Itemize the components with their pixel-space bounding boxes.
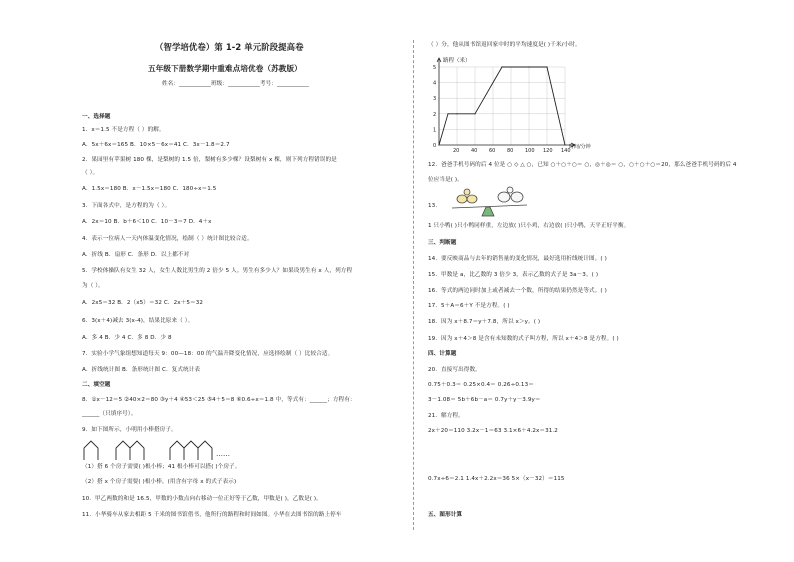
question-3: 3．下面各式中，是方程的为（ ）。 <box>82 203 171 209</box>
q6-options: A．多 4 B．少 4 C．多 8 D．少 8 <box>82 335 172 341</box>
question-12-cont: 位应当是( )。 <box>428 177 463 183</box>
chart-xlabel: 时间/分钟 <box>569 144 591 150</box>
question-5-cont: 为（ ）。 <box>82 283 104 289</box>
question-1: 1．x＝1.5 不是方程（ ）的解。 <box>82 127 165 133</box>
section-geometry: 五、图形计算 <box>428 512 463 518</box>
data-point <box>474 113 475 114</box>
chick-1 <box>457 195 467 203</box>
question-8: 8．①x－12＝5 ②40×2＝80 ③y＋4 ④53＜25 ⑤4＋5＝8 ⑥0.6÷x＝1.8 中，等式有：______；方程有： <box>82 397 356 403</box>
question-8-cont: ______（只填序号）。 <box>82 411 137 417</box>
section-fill: 二、填空题 <box>82 382 111 388</box>
question-20: 20．直接写出得数。 <box>428 367 481 373</box>
data-point <box>501 66 502 67</box>
student-info-line: 姓名：___________班级：___________考号：___________ <box>162 81 309 87</box>
section-calc: 四、计算题 <box>428 351 457 357</box>
question-13-text: 1 只小鸭( )只小鸭同样重，左边放( )只小鸡，右边放( )只小鸭，天平正好平衡。 <box>428 223 630 229</box>
duck-2 <box>511 192 523 202</box>
section-judge: 三、判断题 <box>428 240 457 246</box>
question-9: 9．如下图所示，小明用小棒搭房子。 <box>82 427 177 433</box>
question-6: 6．3(x＋4)减去 3(x-4)，结果比原来（ ）。 <box>82 318 194 324</box>
question-9-part2: （2）搭 x 个房子需要( )根小棒。(用含有字母 x 的式子表示) <box>82 479 237 485</box>
distance-line <box>439 67 565 145</box>
x-tick-label: 60 <box>489 148 496 154</box>
page-subtitle: 五年级下册数学期中重难点培优卷（苏教版） <box>148 64 302 73</box>
y-tick-label: 3 <box>433 96 437 103</box>
chick-2 <box>467 195 477 203</box>
data-point <box>447 113 448 114</box>
question-2-cont: （ ）。 <box>82 170 99 176</box>
question-21: 21．解方程。 <box>428 413 464 419</box>
data-point <box>528 66 529 67</box>
question-12: 12．爸爸手机号码的后 4 位是 ○ ◇ △ ○，已知 ○＋○＋○＝ ○，◎＋◎＝ ○，○＋○＋○＝20，那么爸爸手机号码的后 4 <box>428 162 737 168</box>
q5-options: A．2x5＝32 B．2（x5）＝32 C．2x＋5＝32 <box>82 300 204 306</box>
data-point <box>438 144 439 145</box>
distance-time-chart <box>425 55 595 155</box>
chart-ylabel: 路程（米） <box>443 58 471 64</box>
question-10: 10．甲乙两数的和是 16.5，甲数的小数点向右移动一位正好等于乙数，甲数是( )，乙数是( )。 <box>82 496 322 502</box>
question-17: 17．5＋A＝6＋Y 不是方程。( ) <box>428 303 510 309</box>
q20-row2: 3－1.08＝ 5b＋6b－a＝ 0.7y＋y－3.9y＝ <box>428 397 541 403</box>
houses-ellipsis: …… <box>216 450 230 458</box>
x-tick-label: 20 <box>453 148 460 154</box>
column-divider <box>413 40 414 530</box>
q4-options: A．折线 B．扇形 C．条形 D．以上都不对 <box>82 252 190 258</box>
x-tick-label: 120 <box>543 148 553 154</box>
question-16: 16．等式的两边同时加上或者减去一个数，所得的结果仍然是等式。( ) <box>428 288 607 294</box>
question-7: 7．实验小学气象组想知道每天 9：00—18：00 的气温升降变化情况，应选择绘制（ ）比较合适。 <box>82 351 334 357</box>
question-9-part1: （1）搭 6 个房子需要( )根小棒；41 根小棒可以搭( )个房子。 <box>82 464 241 470</box>
balance-scale-figure <box>442 186 537 220</box>
house-3 <box>170 441 212 460</box>
question-14: 14．要反映商品与去年的销售量的变化情况，最好选用折线统计图。( ) <box>428 256 607 262</box>
chick-head <box>464 189 470 195</box>
question-11-cont: （ ）分，他从图书馆返回家中时的平均速度是( )千米/小时。 <box>428 42 581 48</box>
question-4: 4．表示一位病人一天内体温变化情况，绘制（ ）统计图比较合适。 <box>82 236 253 242</box>
y-tick-label: 1 <box>433 127 437 134</box>
q1-options: A．5x＋6x＝165 B．10×5－6x＝41 C．3x－1.8＝2.7 <box>82 142 230 148</box>
question-18: 18．因为 x＋8.7＝y＋7.8，所以 x＞y。( ) <box>428 319 541 325</box>
x-tick-label: 40 <box>471 148 478 154</box>
section-choice: 一、选择题 <box>82 114 111 120</box>
question-11: 11．小华骑车从家去相距 5 千米的图书馆借书，他所行的路程和时间如图。小华在去图书馆的路上停车 <box>82 512 342 518</box>
x-tick-label: 100 <box>525 148 535 154</box>
house-1 <box>84 441 98 460</box>
x-tick-label: 80 <box>507 148 514 154</box>
q7-options: A．折线统计图 B．条形统计图 C．复式统计表 <box>82 367 201 373</box>
house-2 <box>116 441 144 460</box>
question-15: 15．甲数是 a，比乙数的 3 倍少 3，表示乙数的式子是 3a－3。( ) <box>428 272 599 278</box>
q2-options: A．1.5x＝180 B．x－1.5x＝180 C．180÷x＝1.5 <box>82 186 217 192</box>
y-tick-label: 2 <box>433 111 437 118</box>
question-5: 5．学校体操队有女生 32 人，女生人数比男生的 2 倍少 5 人。男生有多少人？如果设男生有 x 人，列方程 <box>82 268 353 274</box>
y-tick-label: 5 <box>433 65 437 71</box>
y-tick-label: 4 <box>433 80 437 87</box>
q21-row1: 2x＋20＝110 3.2x－1＝63 3.1×6＋4.2x＝31.2 <box>428 428 558 434</box>
question-19: 19．因为 x＋4＞8 是含有未知数的式子叫方程，所以 x＋4＞8 是方程。( ) <box>428 336 619 342</box>
house-sticks-figure <box>62 436 262 462</box>
y-tick-label: 0 <box>433 143 437 149</box>
question-13: 13． <box>428 203 442 209</box>
x-tick-label: 140 <box>561 148 571 154</box>
data-point <box>456 113 457 114</box>
q3-options: A．2x＝10 B．b＋6＜10 C．10－3＝7 D．4＋x <box>82 219 212 225</box>
duck-head <box>507 187 513 193</box>
q21-row2: 0.7x÷6＝2.1 1.4x＋2.2x＝36 5×（x－32）＝115 <box>428 476 565 482</box>
data-point <box>564 144 565 145</box>
question-2: 2．果园里有苹果树 180 棵，是梨树的 1.5 倍，梨树有多少棵？设梨树有 x 棵，则下列方程错误的是 <box>82 157 337 163</box>
data-point <box>546 66 547 67</box>
duck-1 <box>498 192 510 202</box>
scale-base <box>482 207 494 216</box>
page-title: （智学培优卷）第 1-2 单元阶段提高卷 <box>155 42 304 52</box>
q20-row1: 0.75＋0.3＝ 0.25×0.4＝ 0.26÷0.13＝ <box>428 382 534 388</box>
